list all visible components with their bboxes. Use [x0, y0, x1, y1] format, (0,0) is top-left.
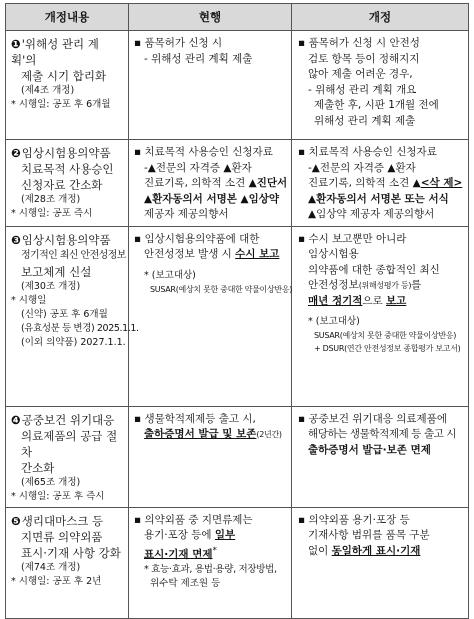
table-row [6, 31, 469, 140]
text-line: ▪ 치료목적 사용승인 신청자료 [298, 146, 437, 158]
text-line: ▪ 공중보건 위기대응 의료제품에 [298, 412, 447, 425]
item-title: 표시·기재 사항 강화 [21, 545, 121, 560]
effective-date: * 시행일: 공포 후 2년 [11, 575, 102, 587]
item-title: 제출 시기 합리화 [21, 69, 107, 83]
emphasis: 보고 [386, 294, 407, 307]
emphasis: 출하증명서 발급 및 보존 [144, 428, 257, 440]
text-line: 위수탁 제조원 등 [150, 577, 221, 589]
table-row [6, 226, 469, 406]
text-line: 임상시험용 [308, 248, 359, 260]
text-span: 으로 [362, 294, 386, 307]
text-line: ▪ 치료목적 사용승인 신청자료 [134, 146, 273, 158]
text-line: 해당하는 생물학적제제 등 출고 시 [308, 428, 457, 440]
effective-date: * 시행일: 공포 후 6개월 [11, 99, 111, 110]
item-title: 의료제품의 공급 절차 [21, 428, 118, 459]
text-line: SUSAR(예상치 못한 중대한 약물이상반응) [150, 284, 293, 294]
text-line [298, 176, 465, 192]
emphasis: 표시·기재 면제 [144, 548, 213, 560]
text-line: - 위해성 관리 계획 개요 [308, 83, 417, 96]
table-row [6, 507, 469, 618]
text-line: * 효능·효과, 용법·용량, 저장방법, [144, 563, 277, 575]
text-line: -▲전문의 자격증 ▲환자 [308, 161, 416, 174]
text-line: ▪ 품목허가 신청 시 [134, 37, 223, 49]
text-line: ▪ 수시 보고뿐만 아니라 [298, 232, 407, 245]
item-title: 공중보건 위기대응 [21, 412, 115, 427]
revised-cell [292, 31, 469, 140]
current-cell [129, 507, 292, 618]
text-line [134, 528, 288, 544]
text-line [298, 278, 465, 294]
article-ref: (제74조 개정) [21, 561, 81, 573]
effective-detail: (유효성분 등 변경) 2025.1.1. [21, 322, 139, 334]
text-line [298, 544, 465, 560]
text-line [134, 544, 288, 563]
text-span: 없이 [308, 544, 332, 557]
text-span: 진료기록, 의학적 소견 ▲ [144, 177, 257, 189]
item-title: 지면류 의약외품 [21, 529, 103, 544]
text-line: 제출한 후, 시판 1개월 전에 [314, 99, 439, 111]
text-span: 용기·포장 등에 [144, 529, 215, 541]
item-title: 치료목적 사용승인 [21, 162, 114, 176]
current-cell [129, 31, 292, 140]
text-line: ▪ 생물학적제제등 출고 시, [134, 412, 256, 425]
row-summary [6, 406, 129, 507]
text-span: (2년간) [256, 430, 282, 439]
text-line: -▲전문의 자격증 ▲환자 [144, 161, 252, 174]
emphasis: 매년 정기적 [308, 294, 363, 307]
item-number-4: ❹ [11, 412, 21, 427]
item-title: 신청자료 간소화 [21, 178, 103, 192]
row-summary [6, 226, 139, 406]
text-line: ▲임상약 제공자 제공의향서 [308, 208, 435, 220]
text-line: 출하증명서 발급·보존 면제 [308, 443, 431, 456]
text-line: ▲환자동의서 서명본 ▲임상약 [144, 192, 280, 205]
text-line: ▲환자동의서 서명본 또는 서식 [308, 192, 449, 205]
item-number-3: ❸ [11, 232, 21, 247]
table-row [6, 140, 469, 227]
revised-cell [292, 226, 469, 406]
text-span: 를 [411, 279, 422, 291]
text-line: SUSAR(예상치 못한 중대한 약물이상반응) [314, 331, 457, 340]
item-title: 임상시험용의약품 [21, 232, 111, 247]
item-title: 간소화 [21, 460, 55, 475]
text-line: + DSUR(연간 안전성정보 종합평가 보고서) [314, 344, 461, 353]
item-number-5: ❺ [11, 513, 21, 528]
text-span: 진료기록, 의학적 소견 ▲ [308, 177, 421, 189]
header-revised: 개정 [292, 4, 469, 31]
text-line: ▪ 의약외품 중 지면류제는 [134, 513, 253, 526]
row-summary [6, 31, 129, 140]
table-row [6, 406, 469, 507]
article-ref: (제28조 개정) [21, 194, 81, 205]
item-title: 생리대마스크 등 [21, 513, 104, 528]
table-header-row [6, 4, 469, 31]
text-line [134, 427, 288, 443]
emphasis: 동일하게 표시·기재 [331, 544, 421, 557]
row-summary [6, 507, 129, 618]
item-title: 정기적인 최신 안전성정보 [21, 249, 126, 261]
revised-cell [292, 140, 469, 227]
footnote-mark: * [212, 545, 217, 556]
text-line: * (보고대상) [144, 269, 196, 281]
text-line: ▪ 의약외품 용기·포장 등 [298, 513, 410, 526]
revised-cell [292, 406, 469, 507]
effective-date: * 시행일: 공포 후 즉시 [11, 490, 105, 502]
text-span: (위해성평가 등) [358, 281, 412, 290]
text-line [134, 176, 288, 192]
emphasis: 수시 보고 [235, 248, 280, 260]
current-cell [129, 140, 292, 227]
emphasis: 일부 [214, 529, 236, 541]
revised-cell [292, 507, 469, 618]
text-line: * (보고대상) [308, 316, 360, 327]
current-cell [129, 226, 292, 406]
text-line: 검토 항목 등이 정해지지 [308, 52, 420, 65]
text-line: 제공자 제공의향서 [144, 208, 229, 220]
article-ref: (제4조 개정) [21, 85, 75, 96]
effective-detail: (신약) 공포 후 6개월 [21, 308, 108, 320]
text-line: - 위해성 관리 계획 제출 [144, 52, 253, 65]
item-title: '위해성 관리 계획'의 [11, 37, 99, 67]
text-line: 기재사항 범위를 품목 구분 [308, 529, 430, 541]
effective-date: * 시행일: 공포 즉시 [11, 208, 93, 219]
text-line: 의약품에 대한 종합적인 최신 [308, 263, 440, 276]
item-number-2: ❷ [11, 146, 21, 160]
item-title: 보고체계 신설 [21, 264, 92, 279]
deleted-marker: <삭 제> [420, 177, 463, 189]
header-revision-content: 개정내용 [6, 4, 129, 31]
text-line [134, 247, 288, 263]
text-line: ▪ 임상시험용의약품에 대한 [134, 232, 260, 245]
deleted-item: 진단서 [256, 177, 288, 189]
text-line: 위해성 관리 계획 제출 [314, 114, 416, 127]
article-ref: (제30조 개정) [21, 280, 81, 292]
text-span: 안전성정보 [308, 279, 359, 291]
current-cell [129, 406, 292, 507]
text-line: 않아 제출 어려운 경우, [308, 68, 413, 80]
effective-detail: (이외 의약품) 2027.1.1. [21, 336, 126, 348]
item-title: 임상시험용의약품 [21, 146, 111, 160]
effective-date: * 시행일 [11, 294, 47, 306]
text-span: 안전성정보 발생 시 [144, 248, 236, 260]
text-line [298, 294, 465, 310]
item-number-1: ❶ [11, 37, 21, 51]
row-summary [6, 140, 129, 227]
revision-table [5, 3, 469, 619]
article-ref: (제65조 개정) [21, 476, 81, 488]
text-line: ▪ 품목허가 신청 시 안전성 [298, 37, 420, 49]
header-current: 현행 [129, 4, 292, 31]
